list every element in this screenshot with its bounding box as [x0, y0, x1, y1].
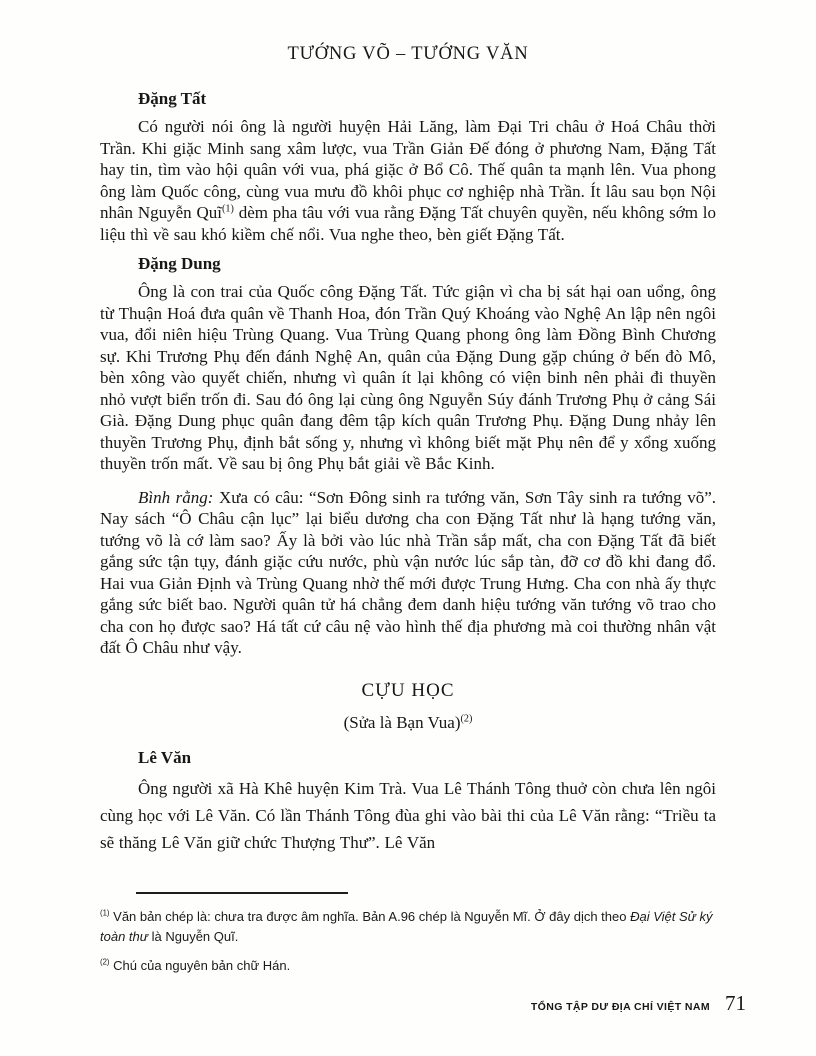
footer-page-number: 71 [725, 991, 746, 1015]
page-title: TƯỚNG VÕ – TƯỚNG VĂN [287, 44, 529, 64]
section-title-cuu-hoc: CỰU HỌC [361, 679, 455, 701]
entry-heading-dang-tat: Đặng Tất [138, 89, 207, 108]
page-footer [100, 991, 746, 1016]
footer-book-title: TỔNG TẬP DƯ ĐỊA CHÍ VIỆT NAM [530, 1001, 710, 1013]
footnote-separator [136, 892, 348, 894]
footnote-2: $^{(2)}$ Chú của nguyên bản chữ Hán. [100, 957, 291, 973]
paragraph-dang-dung: Ông là con trai của Quốc công Đặng Tất. Tức giận vì cha bị sát hại oan uổng, ông từ Thuận Hoá đưa quân về Thanh Hoa, đón Trần Quý Khoáng vào Nghệ An lập nên ngôi vua, đổi niên hiệu Trùng Quang. Vua Trùng Quang phong ông làm Đồng Bình Chương sự. Khi Trương Phụ đến đánh Nghệ An, quân của Đặng Dung gặp chúng ở bến đò Mô, bèn xông vào quyết chiến, nhưng vì quân ít lại không có viện binh nên phải đi thuyền nhỏ vượt biển trốn đi. Sau đó ông lại cùng ông Nguyễn Súy đánh Trương Phụ ở cảng Sái Già. Đặng Dung phục quân đang đêm tập kích quân Trương Phụ. Đặng Dung nhảy lên thuyền Trương Phụ, định bắt sống y, nhưng vì không biết mặt Phụ nên để y xổng xuống thuyền trốn mất. Về sau bị ông Phụ bắt giải về Bắc Kinh. [100, 282, 716, 473]
footnote-1: $^{(1)}$ Văn bản chép là: chưa tra được âm nghĩa. Bản A.96 chép là Nguyễn Mĩ. Ở đây dịch theo Đại Việt Sử ký toàn thư là Nguyễn Quĩ. [100, 908, 713, 944]
entry-heading-dang-dung: Đặng Dung [138, 254, 221, 273]
footnote-area [100, 892, 716, 985]
paragraph-dang-tat: Có người nói ông là người huyện Hải Lăng, làm Đại Tri châu ở Hoá Châu thời Trần. Khi giặc Minh sang xâm lược, vua Trần Giản Đế đóng ở phương Nam, Đặng Tất hay tin, tìm vào hội quân với vua, phá giặc ở Bổ Cô. Thế quân ta mạnh lên. Vua phong ông làm Quốc công, cùng vua mưu đồ khôi phục cơ nghiệp nhà Trần. Ít lâu sau bọn Nội nhân Nguyễn Quĩ$^{(1)}$ dèm pha tâu với vua rằng Đặng Tất chuyên quyền, nếu không sớm lo liệu thì về sau khó kiềm chế nổi. Vua nghe theo, bèn giết Đặng Tất. [100, 117, 716, 244]
section-subtitle: (Sửa là Bạn Vua)$^{(2)}$ [343, 712, 473, 732]
entry-heading-le-van: Lê Văn [138, 747, 192, 767]
paragraph-commentary: Bình rằng: Xưa có câu: “Sơn Đông sinh ra tướng văn, Sơn Tây sinh ra tướng võ”. Nay sách “Ô Châu cận lục” lại biểu dương cha con Đặng Tất như là hạng tướng văn, tướng võ là cớ làm sao? Ấy là bởi vào lúc nhà Trần sắp mất, cha con Đặng Tất đã biết gắng sức tận tụy, đánh giặc cứu nước, phù vận nước lúc sắp tàn, đỡ cơ đồ khi đang đổ. Hai vua Giản Định và Trùng Quang nhờ thế mới được Trung Hưng. Cha con nhà ấy thực gắng sức biết bao. Người quân tử há chẳng đem danh hiệu tướng văn tướng võ trao cho cha con họ được sao? Há tất cứ câu nệ vào hình thế địa phương mà coi thường nhân vật đất Ô Châu như vậy. [100, 487, 716, 657]
paragraph-le-van: Ông người xã Hà Khê huyện Kim Trà. Vua Lê Thánh Tông thuở còn chưa lên ngôi cùng học với Lê Văn. Có lần Thánh Tông đùa ghi vào bài thi của Lê Văn rằng: “Triều ta sẽ thăng Lê Văn giữ chức Thượng Thư”. Lê Văn [100, 778, 716, 852]
